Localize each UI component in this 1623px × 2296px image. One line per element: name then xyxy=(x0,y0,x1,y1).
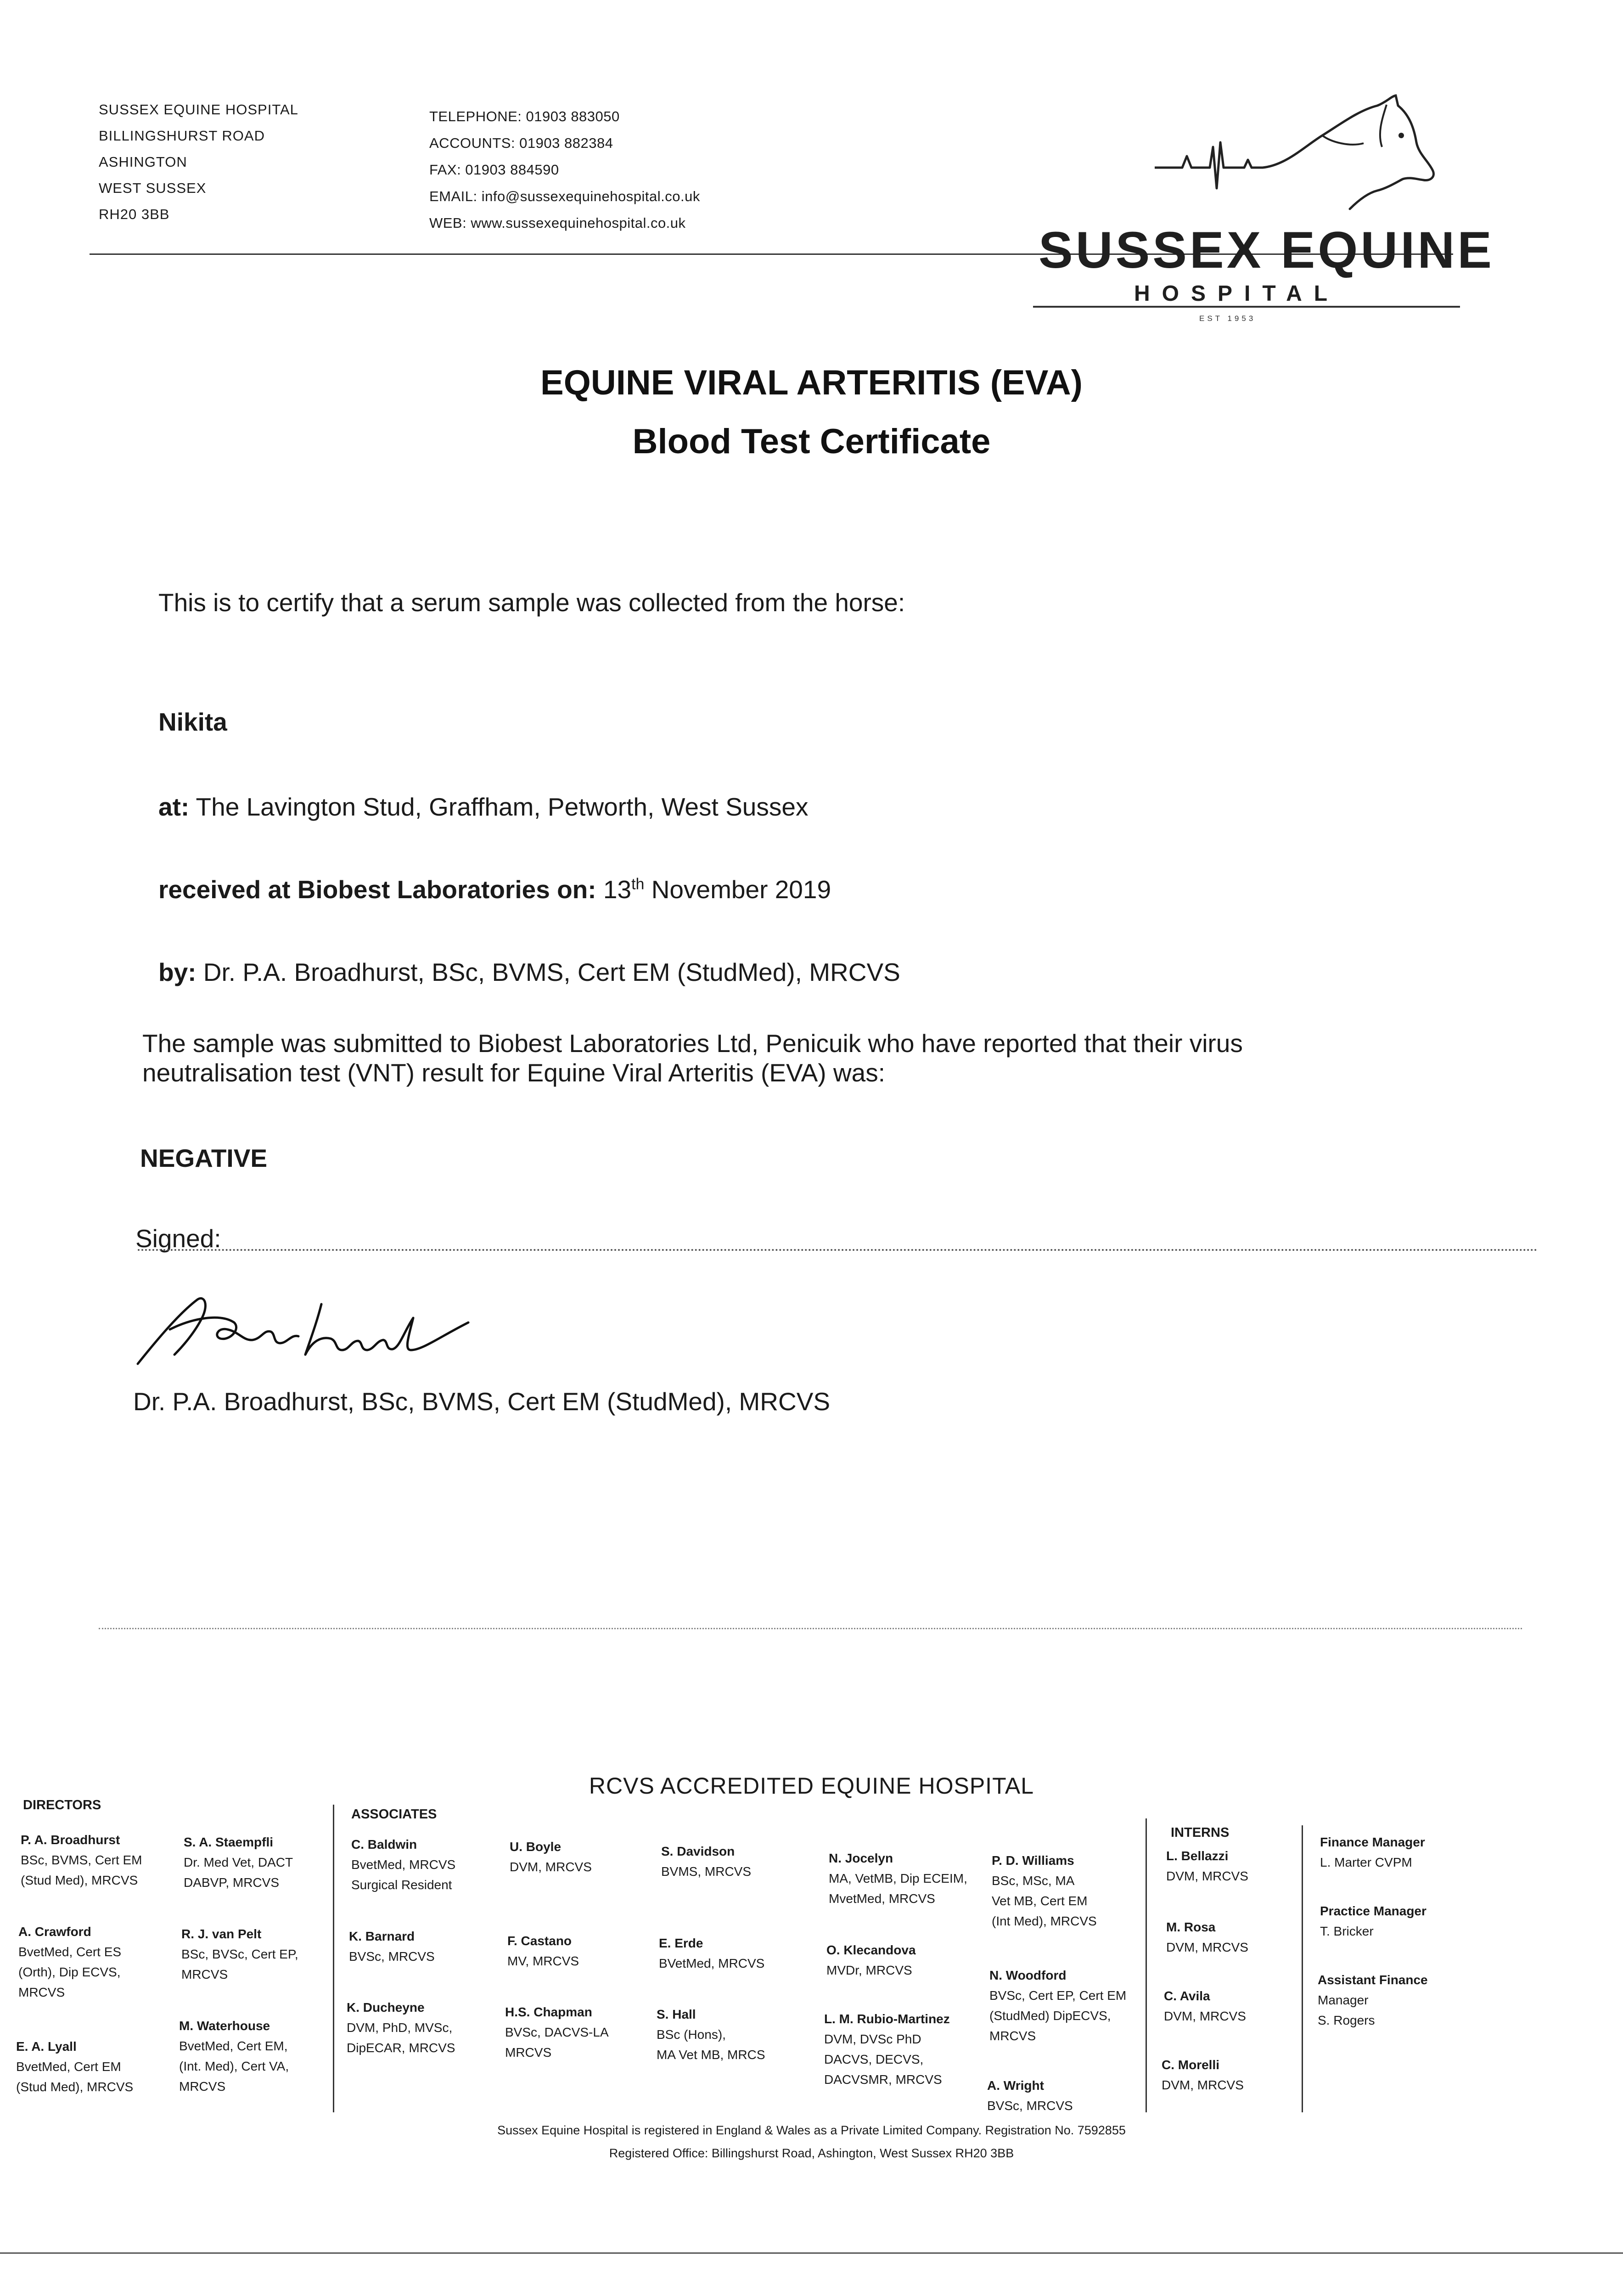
logo-established: EST 1953 xyxy=(1199,314,1256,323)
telephone: TELEPHONE: 01903 883050 xyxy=(429,108,620,124)
intro-text: This is to certify that a serum sample was collected from the horse: xyxy=(158,588,905,617)
staff-entry: C. Baldwin BvetMed, MRCVS Surgical Resident xyxy=(351,1837,456,1892)
staff-entry: F. Castano MV, MRCVS xyxy=(507,1934,579,1968)
staff-entry: A. Crawford BvetMed, Cert ES (Orth), Dip ECVS, MRCVS xyxy=(18,1925,122,1999)
staff-entry: N. Jocelyn MA, VetMB, Dip ECEIM, MvetMed, MRCVS xyxy=(829,1851,967,1906)
test-result: NEGATIVE xyxy=(140,1144,268,1172)
staff-entry: O. Klecandova MVDr, MRCVS xyxy=(826,1943,916,1977)
staff-entry: E. A. Lyall BvetMed, Cert EM (Stud Med), MRCVS xyxy=(16,2039,134,2094)
staff-entry: P. D. Williams BSc, MSc, MA Vet MB, Cert EM (Int Med), MRCVS xyxy=(992,1853,1097,1928)
accounts-phone: ACCOUNTS: 01903 882384 xyxy=(429,135,613,151)
staff-entry: K. Barnard BVSc, MRCVS xyxy=(349,1929,435,1964)
hospital-contact xyxy=(429,103,700,236)
signed-label: Signed: xyxy=(135,1224,221,1253)
address-line: ASHINGTON xyxy=(99,154,187,170)
collected-by-value: Dr. P.A. Broadhurst, BSc, BVMS, Cert EM (StudMed), MRCVS xyxy=(203,958,900,986)
staff-entry: L. Bellazzi DVM, MRCVS xyxy=(1166,1849,1248,1883)
staff-entry: C. Avila DVM, MRCVS xyxy=(1164,1989,1246,2023)
website: WEB: www.sussexequinehospital.co.uk xyxy=(429,215,686,231)
horse-name: Nikita xyxy=(158,708,227,736)
signatory-name: Dr. P.A. Broadhurst, BSc, BVMS, Cert EM (StudMed), MRCVS xyxy=(133,1387,831,1416)
accreditation: RCVS ACCREDITED EQUINE HOSPITAL xyxy=(589,1773,1034,1799)
staff-entry: C. Morelli DVM, MRCVS xyxy=(1162,2058,1244,2092)
staff-entry: R. J. van Pelt BSc, BVSc, Cert EP, MRCVS xyxy=(181,1927,298,1981)
hospital-address xyxy=(99,96,298,227)
address-line: BILLINGSHURST ROAD xyxy=(99,128,265,144)
staff-entry: S. Davidson BVMS, MRCVS xyxy=(661,1844,752,1879)
staff-entry: H.S. Chapman BVSc, DACVS-LA MRCVS xyxy=(505,2005,609,2060)
signature-line xyxy=(138,1249,1538,1251)
staff-entry: S. A. Staempfli Dr. Med Vet, DACT DABVP, MRCVS xyxy=(184,1835,293,1890)
interns-heading: INTERNS xyxy=(1171,1825,1230,1840)
collected-by-label: by: xyxy=(158,958,197,986)
staff-entry: S. Hall BSc (Hons), MA Vet MB, MRCS xyxy=(657,2007,765,2062)
registered-office: Registered Office: Billingshurst Road, Ashington, West Sussex RH20 3BB xyxy=(609,2146,1014,2160)
staff-entry: K. Ducheyne DVM, PhD, MVSc, DipECAR, MRCVS xyxy=(347,2000,455,2055)
staff-entry: U. Boyle DVM, MRCVS xyxy=(510,1840,592,1874)
collected-by-line xyxy=(158,957,900,987)
staff-entry: M. Rosa DVM, MRCVS xyxy=(1166,1920,1248,1954)
address-line: SUSSEX EQUINE HOSPITAL xyxy=(99,101,298,118)
staff-entry: Practice Manager T. Bricker xyxy=(1320,1904,1426,1938)
email: EMAIL: info@sussexequinehospital.co.uk xyxy=(429,188,700,204)
staff-entry: E. Erde BVetMed, MRCVS xyxy=(659,1936,765,1970)
staff-entry: A. Wright BVSc, MRCVS xyxy=(987,2078,1073,2113)
logo-wordmark: SUSSEX EQUINE xyxy=(1039,221,1494,279)
directors-heading: DIRECTORS xyxy=(23,1798,101,1812)
received-day-suffix: th xyxy=(631,875,645,893)
result-paragraph: The sample was submitted to Biobest Laboratories Ltd, Penicuik who have reported that their virus neutralisation test (VNT) result for Equine Viral Arteritis (EVA) was: xyxy=(142,1029,1243,1087)
handwritten-signature xyxy=(129,1286,477,1378)
column-divider xyxy=(1146,1818,1147,2112)
address-line: RH20 3BB xyxy=(99,206,170,222)
staff-entry: L. M. Rubio-Martinez DVM, DVSc PhD DACVS, DECVS, DACVSMR, MRCVS xyxy=(824,2012,950,2087)
bottom-rule xyxy=(0,2252,1623,2254)
fax: FAX: 01903 884590 xyxy=(429,162,559,178)
received-date-rest: November 2019 xyxy=(651,875,831,904)
registration-line: Sussex Equine Hospital is registered in England & Wales as a Private Limited Company. Registration No. 7592855 xyxy=(497,2123,1126,2137)
logo-subtitle: HOSPITAL xyxy=(1134,281,1340,306)
staff-entry: Finance Manager L. Marter CVPM xyxy=(1320,1835,1425,1869)
location-line xyxy=(158,792,808,822)
staff-entry: Assistant Finance Manager S. Rogers xyxy=(1318,1973,1428,2027)
certificate-subtitle: Blood Test Certificate xyxy=(632,422,991,461)
staff-entry: N. Woodford BVSc, Cert EP, Cert EM (StudMed) DipECVS, MRCVS xyxy=(989,1968,1127,2043)
location-value: The Lavington Stud, Graffham, Petworth, West Sussex xyxy=(196,793,809,821)
address-line: WEST SUSSEX xyxy=(99,180,207,196)
column-divider xyxy=(1302,1825,1303,2112)
received-day: 13 xyxy=(603,875,632,904)
certificate-title: EQUINE VIRAL ARTERITIS (EVA) xyxy=(540,363,1083,402)
associates-heading: ASSOCIATES xyxy=(351,1807,437,1822)
staff-entry: P. A. Broadhurst BSc, BVMS, Cert EM (Stud Med), MRCVS xyxy=(21,1833,142,1887)
received-line xyxy=(158,875,831,904)
staff-entry: M. Waterhouse BvetMed, Cert EM, (Int. Med), Cert VA, MRCVS xyxy=(179,2019,289,2093)
location-label: at: xyxy=(158,793,190,821)
received-label: received at Biobest Laboratories on: xyxy=(158,875,596,904)
footer-divider xyxy=(99,1628,1522,1629)
